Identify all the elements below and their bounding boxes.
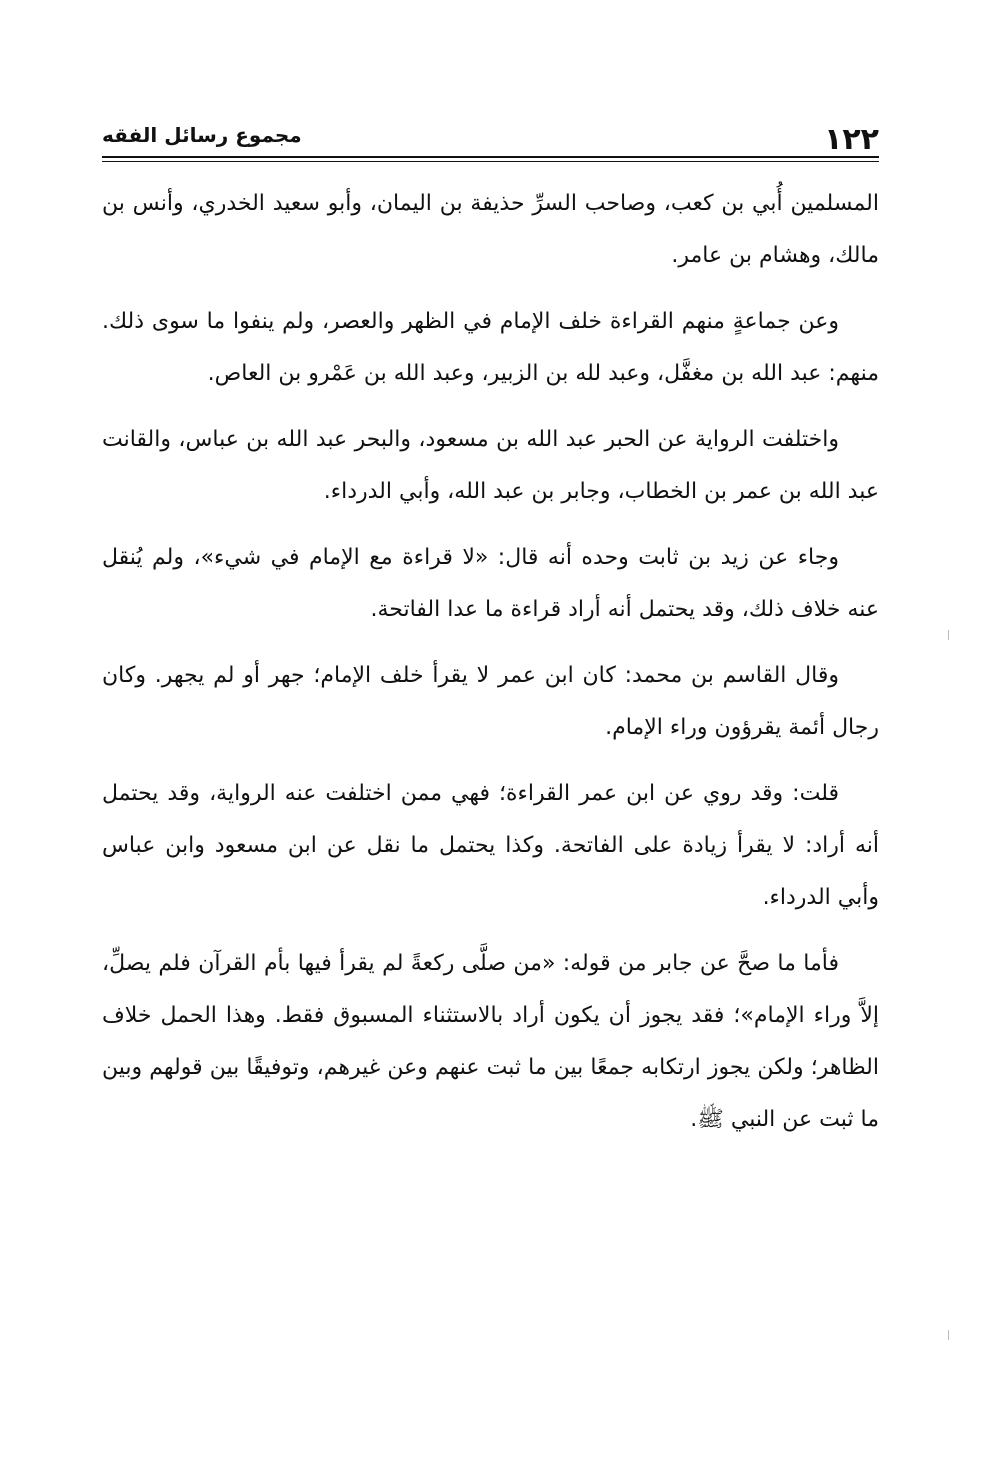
header-rule-thick: [102, 156, 879, 158]
paragraph: وجاء عن زيد بن ثابت وحده أنه قال: «لا قراءة مع الإمام في شيء»، ولم يُنقل عنه خلاف ذلك، وقد يحتمل أنه أراد قراءة ما عدا الفاتحة.: [102, 545, 879, 622]
paragraph: وقال القاسم بن محمد: كان ابن عمر لا يقرأ خلف الإمام؛ جهر أو لم يجهر. وكان رجال أئمة يقرؤون وراء الإمام.: [102, 663, 879, 740]
paragraph: وعن جماعةٍ منهم القراءة خلف الإمام في الظهر والعصر، ولم ينفوا ما سوى ذلك. منهم: عبد الله بن مغفَّل، وعبد لله بن الزبير، وعبد الله بن عَمْرو بن العاص.: [102, 309, 879, 386]
running-title: مجموع رسائل الفقه: [102, 123, 302, 147]
body-text: [102, 178, 879, 1160]
margin-mark: [948, 1330, 949, 1340]
header-rule-thin: [102, 161, 879, 162]
margin-mark: [948, 630, 949, 640]
paragraph: قلت: وقد روي عن ابن عمر القراءة؛ فهي ممن اختلفت عنه الرواية، وقد يحتمل أنه أراد: لا يقرأ زيادة على الفاتحة. وكذا يحتمل ما نقل عن ابن مسعود وابن عباس وأبي الدرداء.: [102, 781, 879, 910]
page-header: [102, 118, 879, 158]
paragraph: فأما ما صحَّ عن جابر من قوله: «من صلَّى ركعةً لم يقرأ فيها بأم القرآن فلم يصلِّ، إلاَّ وراء الإمام»؛ فقد يجوز أن يكون أراد بالاستثناء المسبوق فقط. وهذا الحمل خلاف الظاهر؛ ولكن يجوز ارتكابه جمعًا بين ما ثبت عنهم وعن غيرهم، وتوفيقًا بين قولهم وبين ما ثبت عن النبي ﷺ.: [102, 951, 879, 1132]
paragraph: واختلفت الرواية عن الحبر عبد الله بن مسعود، والبحر عبد الله بن عباس، والقانت عبد الله بن عمر بن الخطاب، وجابر بن عبد الله، وأبي الدرداء.: [102, 427, 879, 504]
paragraph: المسلمين أُبي بن كعب، وصاحب السرِّ حذيفة بن اليمان، وأبو سعيد الخدري، وأنس بن مالك، وهشام بن عامر.: [102, 191, 879, 268]
page-number: ١٢٢: [824, 122, 879, 157]
